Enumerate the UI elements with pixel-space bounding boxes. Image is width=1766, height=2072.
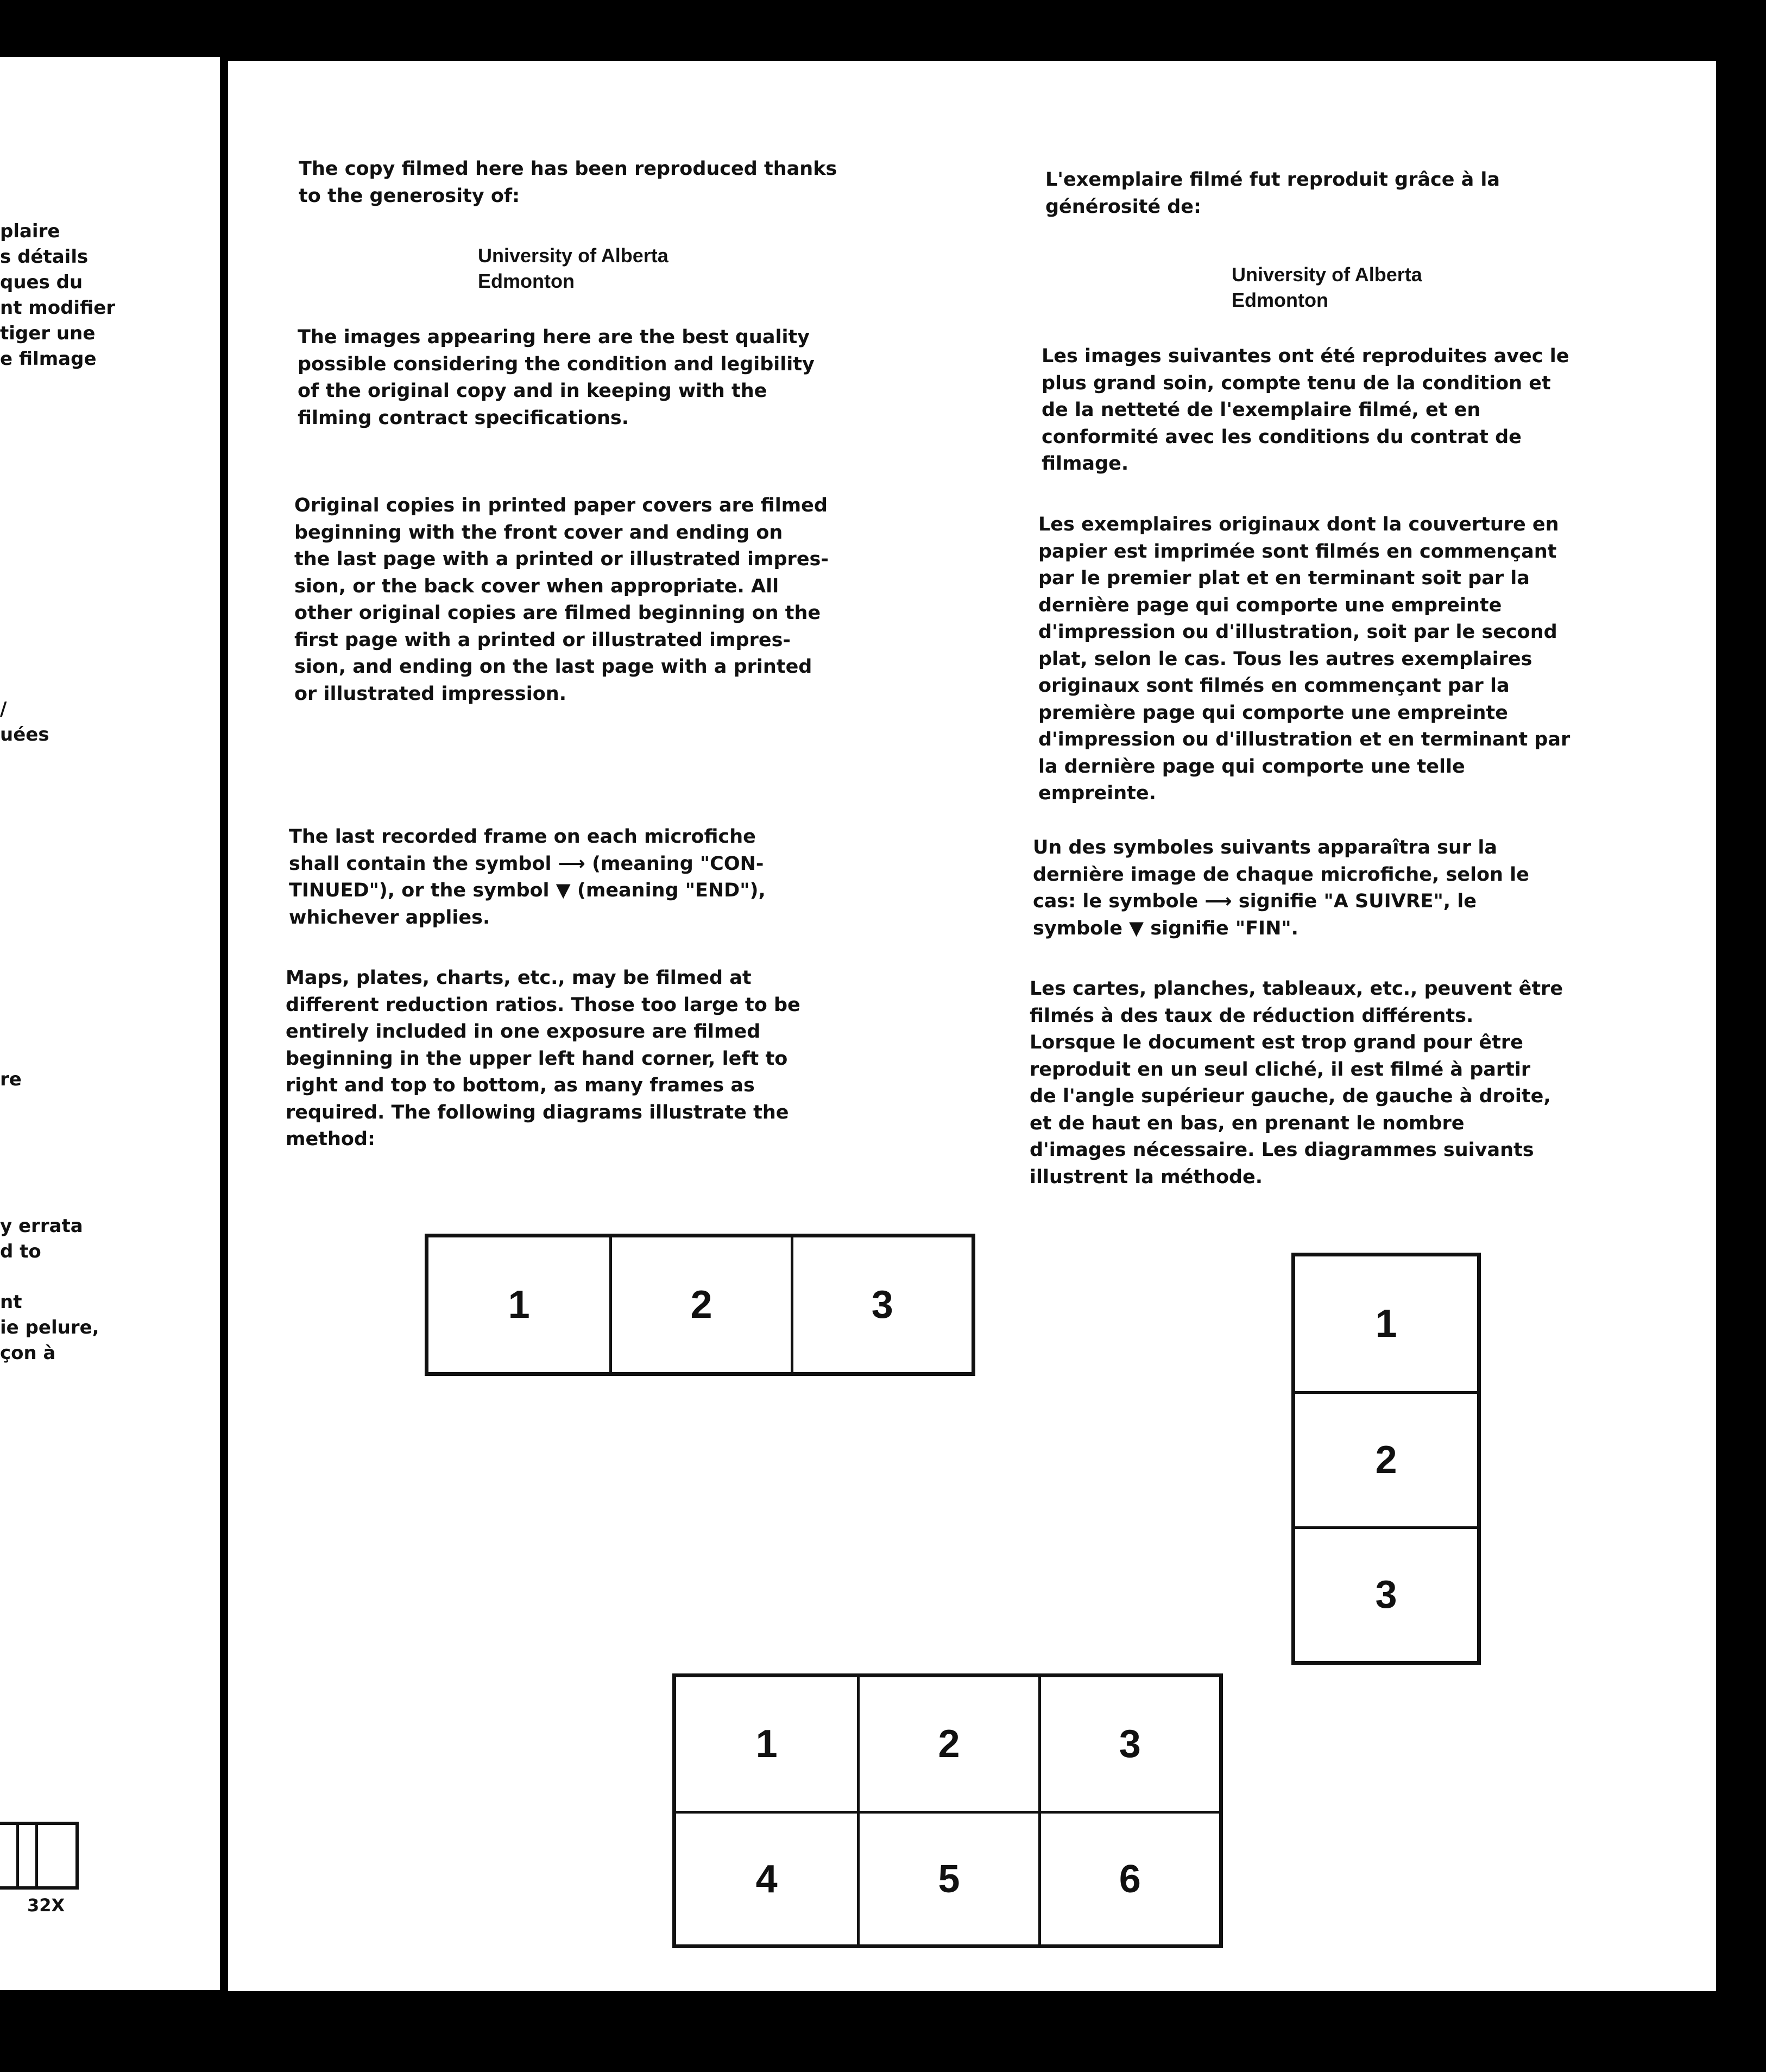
- fragment-line: re: [0, 1069, 22, 1090]
- diagram-row-frames: [425, 1234, 975, 1376]
- french-covers-paragraph: Les exemplaires originaux dont la couverture en papier est imprimée sont filmés en commençant par le premier plat et en terminant soit par la dernière page qui comporte une empreinte d'impression ou d'illustration, soit par le second plat, selon le cas. Tous les autres exemplaires originaux sont filmés en commençant par la première page qui comporte une empreinte d'impression ou d'illustration et en terminant par la dernière page qui comporte une telle empreinte.: [1038, 514, 1571, 804]
- diagram-column-frames: [1291, 1253, 1481, 1665]
- frame-cell: 2: [857, 1677, 1038, 1811]
- frame-cell: 5: [857, 1811, 1038, 1944]
- french-quality-paragraph: Les images suivantes ont été reproduites avec le plus grand soin, compte tenu de la condition et de la netteté de l'exemplaire filmé, et en conformité avec les conditions du contrat de filmage.: [1042, 345, 1569, 475]
- diagram-grid-frames: [672, 1673, 1223, 1948]
- fragment-line: ie pelure,: [0, 1317, 99, 1338]
- english-symbols-paragraph: The last recorded frame on each microfiche shall contain the symbol ⟶ (meaning "CON- TINUED"), or the symbol ▼ (meaning "END"), whichever applies.: [289, 826, 766, 928]
- fragment-line: uées: [0, 724, 49, 746]
- fragment-block-1: [0, 219, 115, 372]
- french-symbols-paragraph: Un des symboles suivants apparaîtra sur la dernière image de chaque microfiche, selon le cas: le symbole ⟶ signifie "A SUIVRE", le symbole ▼ signifie "FIN".: [1033, 837, 1529, 939]
- fragment-line: s détails: [0, 246, 89, 268]
- english-quality-paragraph: The images appearing here are the best quality possible considering the condition and legibility of the original copy and in keeping with the filming contract specifications.: [298, 326, 815, 429]
- left-page-fragment: [0, 57, 220, 1990]
- frame-cell: 1: [755, 1722, 778, 1766]
- frame-cell: 1: [1375, 1302, 1397, 1346]
- frame-cell: 1: [508, 1283, 530, 1326]
- fragment-line: e filmage: [0, 348, 97, 370]
- frame-cell: 3: [1295, 1526, 1477, 1661]
- reduction-scale-boxes: [0, 1822, 79, 1890]
- fragment-line: çon à: [0, 1342, 56, 1364]
- fragment-line: d to: [0, 1241, 41, 1262]
- frame-cell: 2: [1295, 1391, 1477, 1526]
- scale-box: [19, 1825, 38, 1886]
- english-institution: University of Alberta Edmonton: [478, 244, 668, 292]
- fragment-line: nt modifier: [0, 297, 116, 319]
- fragment-line: y errata: [0, 1215, 83, 1237]
- fragment-block-3: [0, 1067, 22, 1092]
- frame-cell: 2: [609, 1237, 790, 1372]
- fragment-line: /: [0, 698, 7, 720]
- english-maps-paragraph: Maps, plates, charts, etc., may be filmed at different reduction ratios. Those too large to be entirely included in one exposure are filmed beginning in the upper left hand corner, left to right and top to bottom, as many frames as required. The following diagrams illustrate the method:: [286, 967, 800, 1150]
- frame-cell: 6: [1038, 1811, 1219, 1944]
- fragment-line: ques du: [0, 271, 83, 293]
- fragment-block-5: [0, 1290, 99, 1366]
- fragment-block-2: [0, 697, 49, 748]
- fragment-block-4: [0, 1214, 83, 1265]
- scale-box: [38, 1825, 76, 1886]
- scale-box: [0, 1825, 19, 1886]
- french-intro: L'exemplaire filmé fut reproduit grâce à la générosité de:: [1045, 169, 1500, 218]
- fragment-line: nt: [0, 1291, 22, 1313]
- reduction-label: 32X: [27, 1895, 65, 1916]
- english-intro: The copy filmed here has been reproduced thanks to the generosity of:: [299, 158, 837, 207]
- frame-cell: 3: [791, 1237, 972, 1372]
- main-page: [228, 61, 1716, 1991]
- french-maps-paragraph: Les cartes, planches, tableaux, etc., peuvent être filmés à des taux de réduction différents. Lorsque le document est trop grand pour être reproduit en un seul cliché, il est filmé à partir de l'angle supérieur gauche, de gauche à droite, et de haut en bas, en prenant le nombre d'images nécessaire. Les diagrammes suivants illustrent la méthode.: [1030, 978, 1563, 1188]
- fragment-line: tiger une: [0, 323, 96, 344]
- french-institution: University of Alberta Edmonton: [1232, 263, 1422, 311]
- frame-cell: 3: [1038, 1677, 1219, 1811]
- fragment-line: plaire: [0, 220, 60, 242]
- frame-cell: 4: [676, 1811, 857, 1944]
- english-covers-paragraph: Original copies in printed paper covers are filmed beginning with the front cover and ending on the last page with a printed or illustrated impres- sion, or the back cover when appropriate. All other original copies are filmed beginning on the first page with a printed or illustrated impres- sion, and ending on the last page with a printed or illustrated impression.: [294, 495, 829, 705]
